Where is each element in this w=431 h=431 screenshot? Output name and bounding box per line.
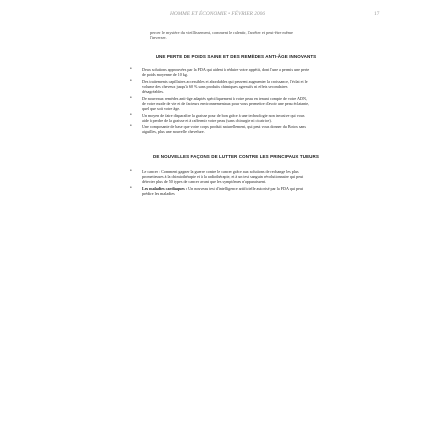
list-item: • Une composante de base que votre corps produit naturellement, qui peut vous donner du Botox sans aiguilles, plus une nouvelle chevelure. [130,124,310,134]
intro-paragraph: percer le mystère du vieillissement, comment le ralentir, l'arrêter et peut-être même l'inverser. [150,30,293,41]
list-item: • Un moyen de faire disparaître la graisse pour de bon grâce à une technologie non invasive qui vous aide à perdre de la graisse et à raffermir votre peau (sans chirurgie ni cicatrice). [130,113,310,123]
item-text: Le cancer : Comment gagner la guerre contre le cancer grâce aux solutions de rechange les plus prometteuses à la chimiothérapie et à la radiothérapie, et à un test sanguin révolutionnaire qui peut détecter plus de 50 types de cancer avant que les symptômes n'apparaissent. [142,168,304,185]
section-title-killers: DE NOUVELLES FAÇONS DE LUTTER CONTRE LES PRINCIPAUX TUEURS [153,153,319,159]
list-item: • Deux solutions approuvées par la FDA qui aident à réduire votre appétit, dont l'une a permis une perte de poids moyenne de 10 kg. [130,67,310,77]
list-item [130,186,310,196]
list-item: • Des traitements capillaires accessibles et abordables qui peuvent augmenter la croissance, l'éclat et le volume des cheveux jusqu'à 60 % sans produits chimiques agressifs ni effets secondaires désagréables. [130,79,310,94]
article-column [130,30,342,197]
header-issue-text: HOMME ET ÉCONOMIE • FÉVRIER 2006 [170,11,266,17]
item-lead: Les maladies cardiaques : [142,185,188,191]
list-item [130,169,310,184]
page-number: 17 [374,11,380,17]
list-item: • De nouveaux remèdes anti-âge adaptés spécifiquement à votre peau en tenant compte de votre ADN, de votre mode de vie et de facteurs environnementaux pour vous permettre d'avoir une peau éclatante, quel que soit votre âge. [130,96,310,111]
section-title-weight-loss: UNE PERTE DE POIDS SAINE ET DES REMÈDES ANTI-ÂGE INNOVANTS [155,54,317,60]
item-text: Un nouveau test d'intelligence artificielle autorisé par la FDA qui peut prédire les maladies [142,185,304,196]
bullet-list-killers [130,169,342,196]
bullet-list-weight-loss [130,67,342,134]
